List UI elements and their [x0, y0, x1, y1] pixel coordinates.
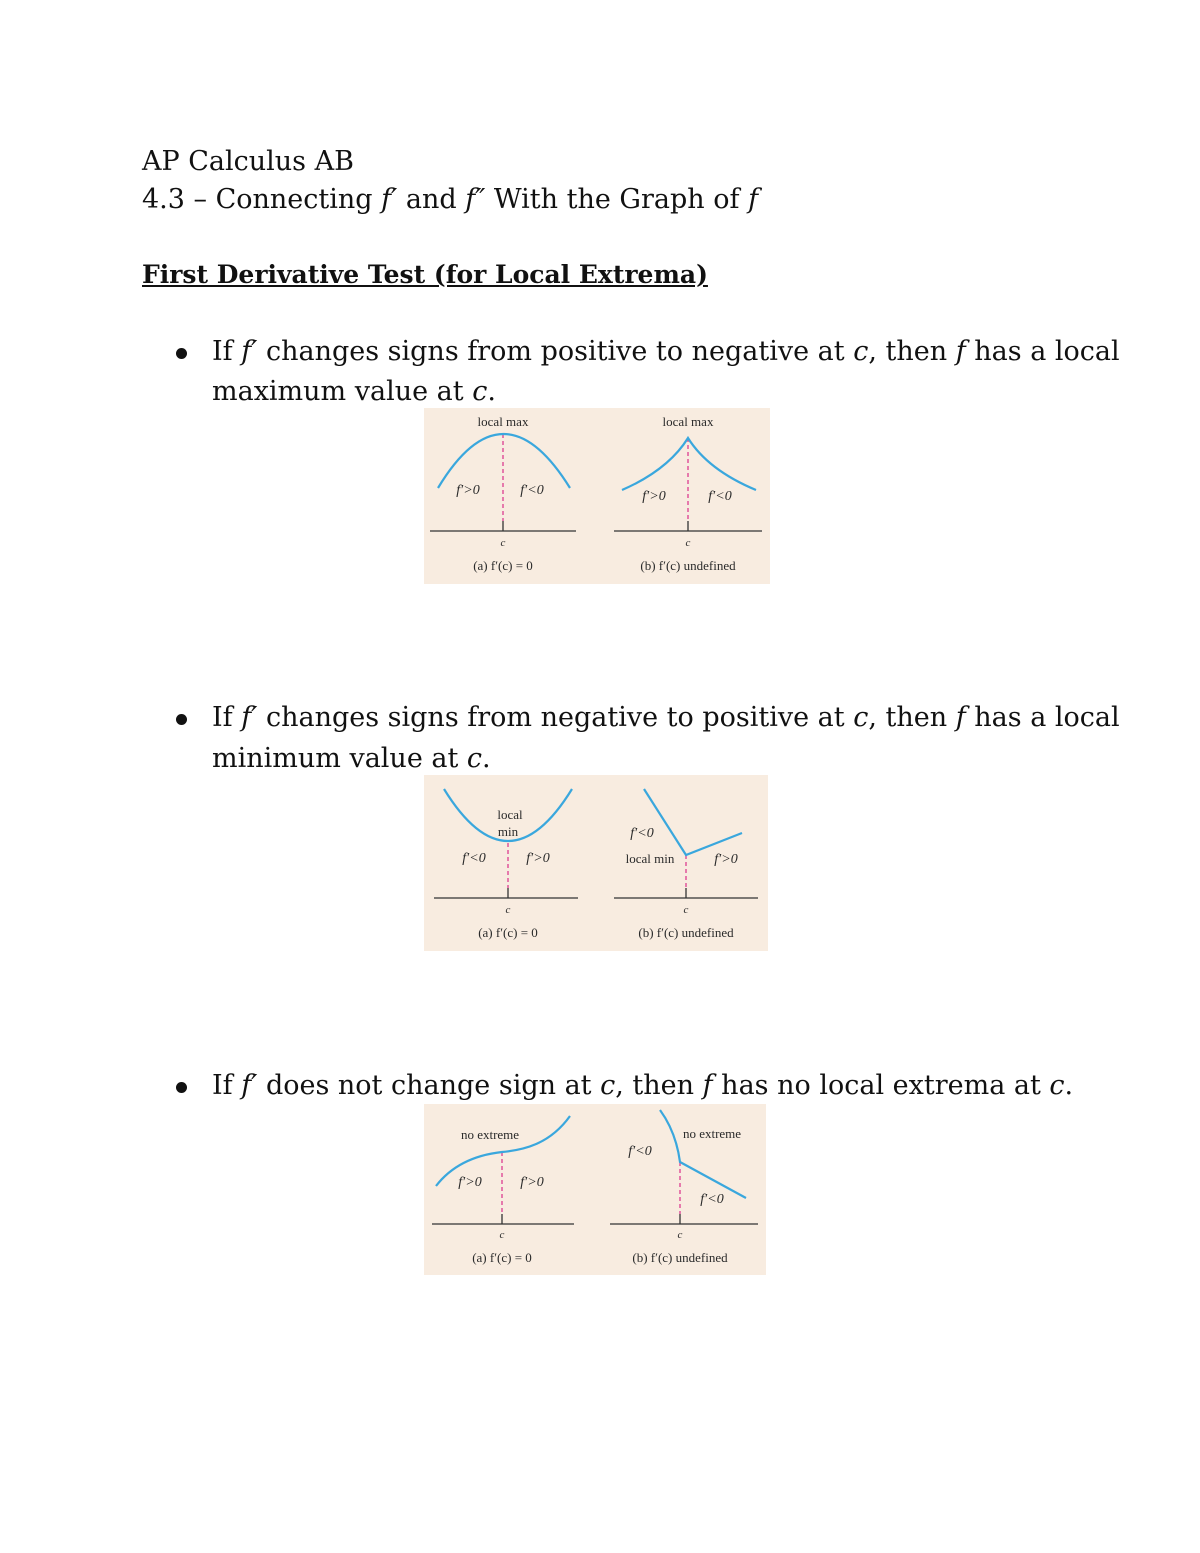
lesson-title-and: and [397, 184, 466, 215]
label-fprime-positive: f′>0 [458, 1175, 482, 1190]
bullet-2-text: has a local [965, 702, 1120, 733]
label-fprime-negative: f′<0 [700, 1192, 724, 1207]
curve-cusp-min [644, 789, 742, 855]
caption-b: (b) f′(c) undefined [632, 1250, 728, 1265]
local-max-figure [424, 408, 770, 584]
lesson-title-prefix: 4.3 – Connecting [142, 184, 382, 215]
label-c: c [499, 1229, 505, 1241]
curve-smooth-max [438, 434, 570, 488]
bullet-2-f: f [955, 702, 966, 733]
label-c: c [500, 537, 506, 549]
label-fprime-positive: f′>0 [456, 483, 480, 498]
lesson-title [142, 186, 758, 213]
label-fprime-positive: f′>0 [714, 852, 738, 867]
label-fprime-negative: f′<0 [628, 1144, 652, 1159]
caption-b: (b) f′(c) undefined [640, 558, 736, 573]
label-fprime-positive: f′>0 [642, 489, 666, 504]
label-fprime-negative: f′<0 [708, 489, 732, 504]
bullet-1-f: f [955, 336, 966, 367]
label-local-max: local max [662, 414, 714, 429]
curve-decreasing [660, 1110, 746, 1198]
local-min-diagram [424, 775, 768, 951]
bullet-2-text: changes signs from negative to positive at [257, 702, 854, 733]
local-max-diagram [424, 408, 770, 584]
bullet-3-text: If [212, 1070, 242, 1101]
no-extreme-figure [424, 1104, 766, 1275]
bullet-1-text: . [487, 376, 496, 407]
bullet-1-text: If [212, 336, 242, 367]
bullet-1-text: maximum value at [212, 376, 473, 407]
label-c: c [505, 904, 511, 916]
label-no-extreme: no extreme [460, 1127, 520, 1142]
course-title-text: AP Calculus AB [142, 146, 354, 177]
local-min-figure [424, 775, 768, 951]
bullet-3-text: . [1064, 1070, 1074, 1101]
bullet-2-text: If [212, 702, 242, 733]
label-c: c [685, 537, 691, 549]
bullet-1-c: c [472, 376, 488, 407]
caption-a: (a) f′(c) = 0 [473, 558, 533, 573]
curve-cusp-max [622, 438, 756, 490]
label-fprime-negative: f′<0 [462, 851, 486, 866]
bullet-2-text: . [482, 743, 491, 774]
label-local-min: local min [625, 851, 675, 866]
bullet-3-text: does not change sign at [257, 1070, 601, 1101]
bullet-3-fprime: f′ [241, 1070, 258, 1101]
label-no-extreme: no extreme [682, 1126, 742, 1141]
label-fprime-positive: f′>0 [520, 1175, 544, 1190]
bullet-3-f: f [702, 1070, 713, 1101]
bullet-2-fprime: f′ [241, 702, 258, 733]
bullet-1-c: c [853, 336, 869, 367]
lesson-title-suffix: With the Graph of [485, 184, 749, 215]
bullet-1-text: has a local [965, 336, 1120, 367]
course-title [142, 148, 354, 175]
bullet-2-c: c [853, 702, 869, 733]
bullet-dot-3 [176, 1082, 187, 1093]
lesson-title-fdouble: f″ [465, 184, 486, 215]
section-heading: First Derivative Test (for Local Extrema) [142, 260, 708, 289]
bullet-dot-2 [176, 714, 187, 725]
bullet-2-text: , then [868, 702, 956, 733]
bullet-dot-1 [176, 348, 187, 359]
bullet-1-line-1 [212, 338, 1120, 365]
label-fprime-positive: f′>0 [526, 851, 550, 866]
label-fprime-negative: f′<0 [520, 483, 544, 498]
bullet-2-line-2 [212, 745, 491, 772]
bullet-3-text: has no local extrema at [712, 1070, 1050, 1101]
caption-a: (a) f′(c) = 0 [478, 925, 538, 940]
label-local: local [497, 807, 523, 822]
label-c: c [677, 1229, 683, 1241]
bullet-1-text: changes signs from positive to negative at [257, 336, 854, 367]
caption-b: (b) f′(c) undefined [638, 925, 734, 940]
bullet-1-line-2 [212, 378, 496, 405]
bullet-3-c: c [1049, 1070, 1065, 1101]
bullet-1-fprime: f′ [241, 336, 258, 367]
label-min: min [497, 824, 519, 839]
bullet-3-c: c [600, 1070, 616, 1101]
label-fprime-negative: f′<0 [630, 826, 654, 841]
label-local-max: local max [477, 414, 529, 429]
no-extreme-diagram [424, 1104, 766, 1275]
lesson-title-fprime: f′ [381, 184, 398, 215]
bullet-3-text: , then [615, 1070, 703, 1101]
label-c: c [683, 904, 689, 916]
bullet-2-text: minimum value at [212, 743, 467, 774]
bullet-2-c: c [466, 743, 483, 774]
bullet-3-line-1 [212, 1072, 1073, 1099]
caption-a: (a) f′(c) = 0 [472, 1250, 532, 1265]
bullet-2-line-1 [212, 704, 1120, 731]
bullet-1-text: , then [868, 336, 956, 367]
lesson-title-f: f [748, 184, 759, 215]
